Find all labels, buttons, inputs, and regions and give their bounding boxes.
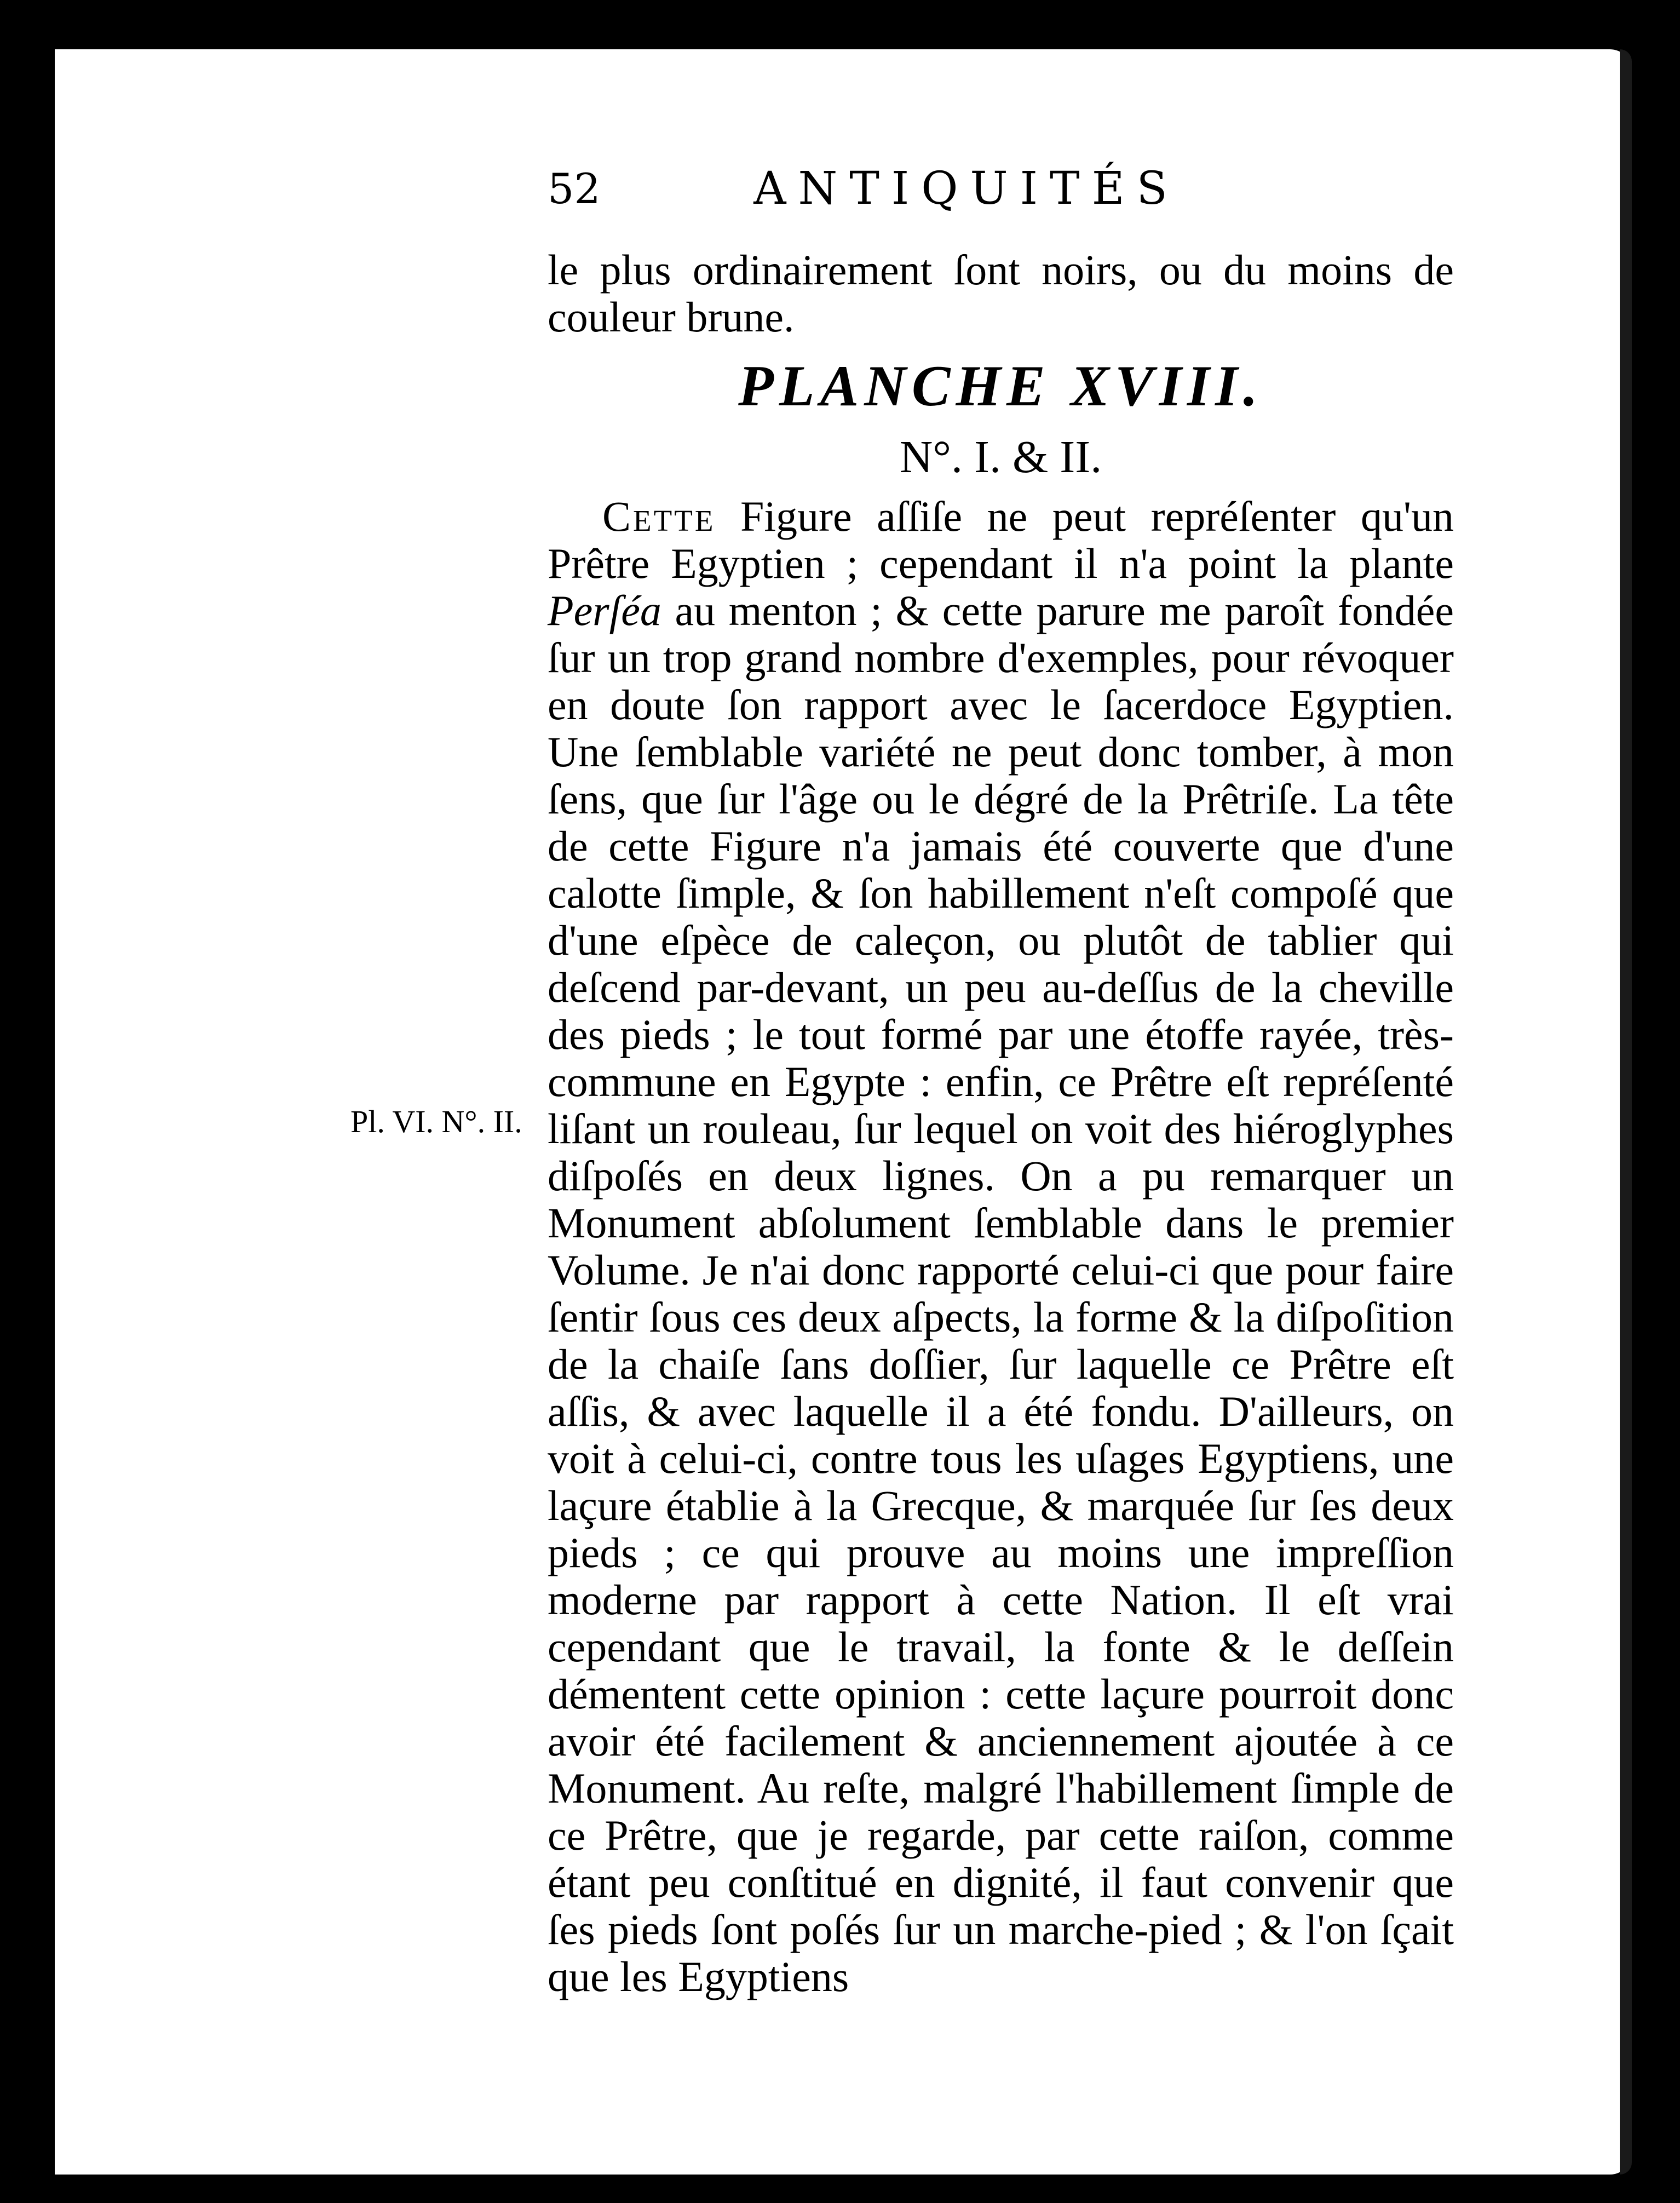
paragraph	[548, 493, 1454, 2000]
page-number: 52	[548, 164, 601, 213]
plate-title: PLANCHE XVIII.	[738, 354, 1263, 418]
running-header	[548, 153, 1435, 225]
margin-reference: Pl. VI. N°. II.	[350, 1104, 522, 1139]
scan-border-left	[0, 0, 55, 2203]
body-paragraph	[548, 493, 1454, 2000]
continued-text: le plus ordinairement ſont noirs, ou du moins de couleur brune.	[548, 246, 1454, 341]
plate-number: N°. I. & II.	[899, 432, 1102, 483]
running-title: ANTIQUITÉS	[753, 163, 1180, 215]
continued-paragraph	[548, 246, 1454, 341]
lead-word: Cette	[602, 492, 716, 540]
italic-term: Perſéa	[548, 587, 661, 634]
body-text-part2: au menton ; & cette parure me paroît fondée ſur un trop grand nombre d'exemples, pour révoquer en doute ſon rapport avec le ſacerdoce Egyptien. Une ſemblable variété ne peut donc tomber, à mon ſens, que ſur l'âge ou le dégré de la Prêtriſe. La tête de cette Figure n'a jamais été couverte que d'une calotte ſimple, & ſon habillement n'eſt compoſé que d'une eſpèce de caleçon, ou plutôt de tablier qui deſcend par-devant, un peu au-deſſus de la cheville des pieds ; le tout formé par une étoffe rayée, très-commune en Egypte : enfin, ce Prêtre eſt repréſenté liſant un rouleau, ſur lequel on voit des hiéroglyphes diſpoſés en deux lignes. On a pu remarquer un Monument abſolument ſemblable dans le premier Volume. Je n'ai donc rapporté celui-ci que pour faire ſentir ſous ces deux aſpects, la forme & la diſpoſition de la chaiſe ſans doſſier, ſur laquelle ce Prêtre eſt aſſis, & avec laquelle il a été fondu. D'ailleurs, on voit à celui-ci, contre tous les uſages Egyptiens, une laçure établie à la Grecque, & marquée ſur ſes deux pieds ; ce qui prouve au moins une impreſſion moderne par rapport à cette Nation. Il eſt vrai cependant que le travail, la fonte & le deſſein démentent cette opinion : cette laçure pourroit donc avoir été facilement & anciennement ajoutée à ce Monument. Au reſte, malgré l'habillement ſimple de ce Prêtre, que je regarde, par cette raiſon, comme étant peu conſtitué en dignité, il faut convenir que ſes pieds ſont poſés ſur un marche-pied ; & l'on ſçait que les Egyptiens	[548, 587, 1454, 2000]
body-text-part1: Figure aſſiſe ne peut repréſenter qu'un Prêtre Egyptien ; cependant il n'a point la plante	[548, 492, 1454, 587]
page-edge-shadow	[1620, 49, 1632, 2175]
